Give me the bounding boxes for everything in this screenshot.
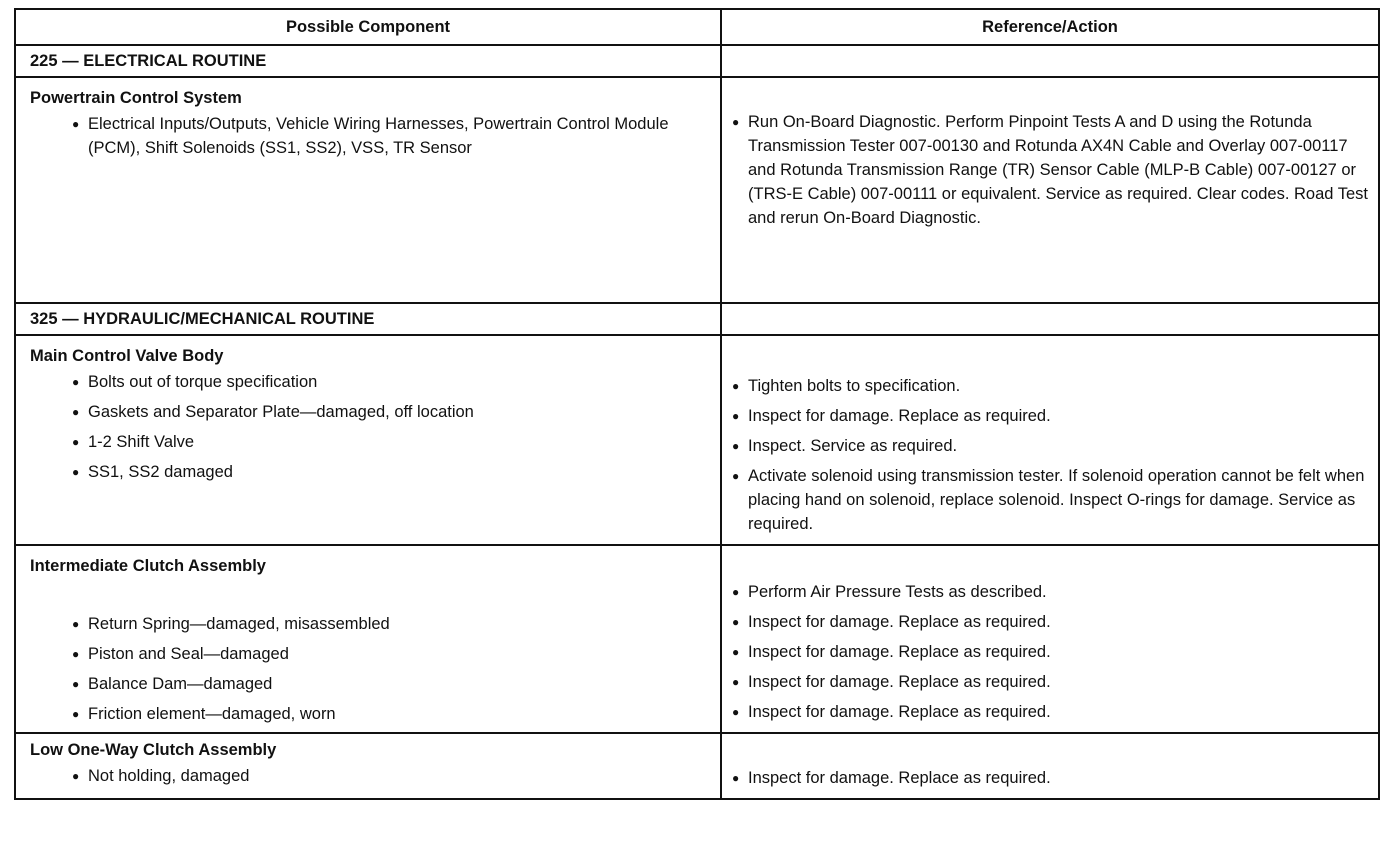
component-cell [15, 545, 721, 733]
group-title: Main Control Valve Body [30, 347, 224, 365]
action-cell [721, 335, 1379, 545]
diagnosis-table [14, 8, 1380, 800]
component-item: ● Not holding, damaged [72, 764, 720, 788]
group-row-main-control-valve [15, 335, 1379, 545]
action-item: ● Inspect for damage. Replace as required. [732, 640, 1372, 664]
action-item: ● Inspect for damage. Replace as required. [732, 404, 1372, 428]
action-item: ● Perform Air Pressure Tests as described. [732, 580, 1372, 604]
component-item: ● SS1, SS2 damaged [72, 460, 720, 484]
section-title: 325 — HYDRAULIC/MECHANICAL ROUTINE [15, 303, 721, 335]
group-title: Low One-Way Clutch Assembly [30, 741, 277, 759]
section-row-hydraulic [15, 303, 1379, 335]
action-item: ● Inspect for damage. Replace as required. [732, 610, 1372, 634]
component-item: ● Bolts out of torque specification [72, 370, 720, 394]
component-cell [15, 77, 721, 303]
component-cell [15, 733, 721, 799]
action-cell [721, 733, 1379, 799]
component-item: ● Friction element—damaged, worn [72, 702, 720, 726]
component-item: ● Gaskets and Separator Plate—damaged, off location [72, 400, 720, 424]
group-row-intermediate-clutch [15, 545, 1379, 733]
action-item: ● Tighten bolts to specification. [732, 374, 1372, 398]
group-row-low-one-way-clutch [15, 733, 1379, 799]
header-row [15, 9, 1379, 45]
action-item: ● Inspect for damage. Replace as required. [732, 700, 1372, 724]
component-item: ● Piston and Seal—damaged [72, 642, 720, 666]
action-cell [721, 545, 1379, 733]
group-row-powertrain [15, 77, 1379, 303]
header-possible-component: Possible Component [15, 9, 721, 45]
component-cell [15, 335, 721, 545]
component-item: ● 1-2 Shift Valve [72, 430, 720, 454]
header-reference-action: Reference/Action [721, 9, 1379, 45]
component-item: ● Electrical Inputs/Outputs, Vehicle Wiring Harnesses, Powertrain Control Module (PCM), Shift Solenoids (SS1, SS2), VSS, TR Sensor [72, 112, 706, 160]
section-row-electrical [15, 45, 1379, 77]
component-item: ● Balance Dam—damaged [72, 672, 720, 696]
group-title: Powertrain Control System [30, 89, 242, 107]
action-item: ● Inspect for damage. Replace as required. [732, 766, 1372, 790]
section-empty-cell [721, 45, 1379, 77]
action-item: ● Inspect for damage. Replace as required. [732, 670, 1372, 694]
section-empty-cell [721, 303, 1379, 335]
action-item: ● Activate solenoid using transmission tester. If solenoid operation cannot be felt when placing hand on solenoid, replace solenoid. Inspect O-rings for damage. Service as required. [732, 464, 1372, 536]
action-item: ● Inspect. Service as required. [732, 434, 1372, 458]
component-item: ● Return Spring—damaged, misassembled [72, 612, 720, 636]
action-item: ● Run On-Board Diagnostic. Perform Pinpoint Tests A and D using the Rotunda Transmission Tester 007-00130 and Rotunda AX4N Cable and Overlay 007-00117 and Rotunda Transmission Range (TR) Sensor Cable (MLP-B Cable) 007-00127 or (TRS-E Cable) 007-00111 or equivalent. Service as required. Clear codes. Road Test and rerun On-Board Diagnostic. [732, 110, 1372, 230]
section-title: 225 — ELECTRICAL ROUTINE [15, 45, 721, 77]
action-cell [721, 77, 1379, 303]
group-title: Intermediate Clutch Assembly [30, 557, 266, 575]
